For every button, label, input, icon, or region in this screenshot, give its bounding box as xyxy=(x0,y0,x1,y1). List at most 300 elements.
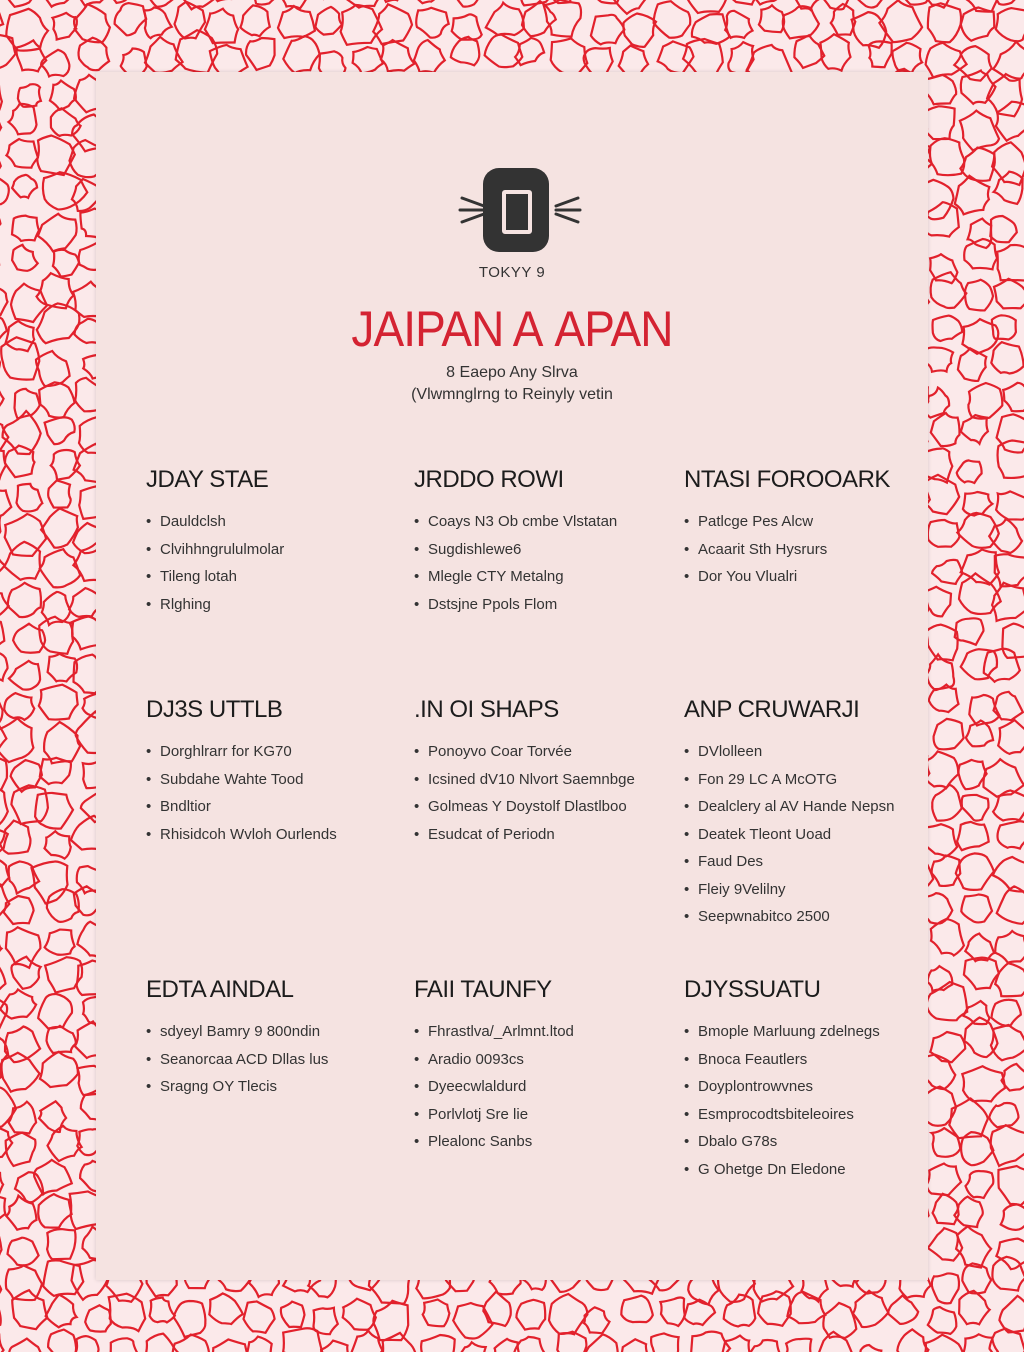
cell-shape xyxy=(459,1342,486,1352)
cell-shape xyxy=(8,583,41,617)
cell-shape xyxy=(353,47,383,74)
cell-shape xyxy=(983,759,1023,797)
cell-shape xyxy=(281,1302,305,1328)
cell-shape xyxy=(925,347,953,371)
list-item: • G Ohetge Dn Eledone xyxy=(684,1156,934,1184)
cell-shape xyxy=(931,272,967,308)
list-item: • Clvihhngrululmolar xyxy=(146,536,396,564)
cell-shape xyxy=(0,0,39,7)
cell-shape xyxy=(41,50,69,77)
list-item: • Bndltior xyxy=(146,793,396,821)
cell-shape xyxy=(53,250,79,277)
cell-shape xyxy=(851,0,889,8)
subtitle-line-1: 8 Eaepo Any Slrva xyxy=(446,364,578,381)
cell-shape xyxy=(684,1300,715,1325)
cell-shape xyxy=(759,5,784,32)
cell-shape xyxy=(993,857,1024,892)
cell-shape xyxy=(39,382,74,417)
list-item: • Fhrastlva/_Arlmnt.ltod xyxy=(414,1018,664,1046)
list-item: • Seanorcaa ACD Dllas lus xyxy=(146,1046,396,1074)
section-2 xyxy=(684,466,934,591)
section-heading: DJYSSUATU xyxy=(684,976,821,1003)
cell-shape xyxy=(2,1053,40,1092)
list-item: • Icsined dV10 Nlvort Saemnbge xyxy=(414,766,664,794)
cell-shape xyxy=(411,0,441,3)
cell-shape xyxy=(823,1303,856,1338)
cell-shape xyxy=(0,788,8,825)
cell-shape xyxy=(961,71,996,104)
cell-shape xyxy=(933,316,963,341)
cell-shape xyxy=(53,13,77,40)
cell-shape xyxy=(85,1305,111,1331)
cell-shape xyxy=(786,1339,811,1352)
cell-shape xyxy=(728,42,753,73)
cell-shape xyxy=(658,41,694,73)
cell-shape xyxy=(9,1339,44,1352)
cell-shape xyxy=(1001,1204,1024,1229)
cell-shape xyxy=(0,0,3,3)
subtitle-line-2: (Vlwmnglrng to Reinyly vetin xyxy=(411,386,613,403)
cell-shape xyxy=(0,546,5,581)
cell-shape xyxy=(962,1066,1005,1101)
cell-shape xyxy=(4,693,34,720)
section-heading: .IN OI SHAPS xyxy=(414,696,559,723)
cell-shape xyxy=(959,1291,990,1325)
list-item: • Golmeas Y Doystolf Dlastlboo xyxy=(414,793,664,821)
list-item: • Fleiy 9Velilny xyxy=(684,876,934,904)
page-title: JAIPAN A APAN xyxy=(351,301,673,357)
cell-shape xyxy=(955,618,984,644)
cell-shape xyxy=(995,963,1024,996)
cell-shape xyxy=(283,1328,323,1352)
cell-shape xyxy=(860,1345,884,1352)
cell-shape xyxy=(485,35,523,67)
section-5 xyxy=(684,696,934,931)
cell-shape xyxy=(721,1336,750,1352)
cell-shape xyxy=(933,1194,959,1224)
cell-shape xyxy=(998,1166,1024,1205)
cell-shape xyxy=(0,382,4,412)
cell-shape xyxy=(992,1000,1021,1026)
cell-shape xyxy=(240,5,269,36)
cell-shape xyxy=(43,172,87,209)
section-heading: DJ3S UTTLB xyxy=(146,696,283,723)
cell-shape xyxy=(35,793,73,829)
cell-shape xyxy=(0,1165,3,1199)
cell-shape xyxy=(583,1334,618,1352)
cell-shape xyxy=(958,348,986,381)
cell-shape xyxy=(0,936,2,962)
list-item: • Acaarit Sth Hysrurs xyxy=(684,536,934,564)
cell-shape xyxy=(246,38,275,70)
cell-shape xyxy=(0,716,6,759)
cell-shape xyxy=(150,1298,175,1323)
list-item: • Dstsjne Ppols Flom xyxy=(414,591,664,619)
cell-shape xyxy=(924,75,956,104)
cell-shape xyxy=(253,0,281,5)
cell-shape xyxy=(964,239,997,269)
section-heading: EDTA AINDAL xyxy=(146,976,294,1003)
cell-shape xyxy=(0,416,8,453)
section-8 xyxy=(684,976,934,1183)
section-list xyxy=(146,738,396,848)
cell-shape xyxy=(0,690,3,725)
cell-shape xyxy=(930,1032,965,1062)
cell-shape xyxy=(0,287,8,315)
list-item: • Sugdishlewe6 xyxy=(414,536,664,564)
cell-shape xyxy=(421,1335,455,1352)
cell-shape xyxy=(244,1301,275,1332)
cell-shape xyxy=(621,1296,653,1323)
cell-shape xyxy=(5,514,46,556)
cell-shape xyxy=(0,612,4,653)
cell-shape xyxy=(76,1336,99,1352)
cell-shape xyxy=(989,1103,1018,1127)
cell-shape xyxy=(751,0,781,5)
cell-shape xyxy=(957,822,989,850)
cell-shape xyxy=(174,1301,205,1337)
section-list xyxy=(146,508,396,618)
cell-shape xyxy=(40,1052,78,1087)
cell-shape xyxy=(991,1125,1024,1166)
cell-shape xyxy=(934,719,964,749)
list-item: • Coays N3 Ob cmbe Vlstatan xyxy=(414,508,664,536)
section-1 xyxy=(414,466,664,618)
list-item: • Fon 29 LC A McOTG xyxy=(684,766,934,794)
cell-shape xyxy=(960,111,999,151)
cell-shape xyxy=(48,1330,76,1352)
cell-shape xyxy=(991,342,1023,373)
cell-shape xyxy=(584,1307,610,1333)
cell-shape xyxy=(51,108,81,136)
cell-shape xyxy=(995,931,1024,963)
logo-glyph xyxy=(502,190,532,234)
cell-shape xyxy=(45,417,75,444)
cell-shape xyxy=(1002,1064,1024,1091)
cell-shape xyxy=(654,1,691,38)
cell-shape xyxy=(283,36,319,73)
cell-shape xyxy=(0,489,11,517)
cell-shape xyxy=(997,821,1024,848)
list-item: • sdyeyl Bamry 9 800ndin xyxy=(146,1018,396,1046)
cell-shape xyxy=(11,785,48,824)
cell-shape xyxy=(37,273,74,308)
cell-shape xyxy=(0,821,30,854)
cell-shape xyxy=(931,413,960,446)
cell-shape xyxy=(928,1307,957,1334)
cell-shape xyxy=(897,1329,928,1352)
section-list xyxy=(414,738,664,848)
cell-shape xyxy=(146,0,179,7)
cell-shape xyxy=(46,1295,77,1328)
cell-shape xyxy=(321,1341,349,1352)
cell-shape xyxy=(853,1291,888,1327)
cell-shape xyxy=(12,216,39,241)
cell-shape xyxy=(0,449,6,483)
cell-shape xyxy=(9,1102,36,1134)
list-item: • Dor You Vlualri xyxy=(684,563,934,591)
cell-shape xyxy=(549,1294,587,1334)
list-item: • Rhisidcoh Wvloh Ourlends xyxy=(146,821,396,849)
cell-shape xyxy=(48,480,71,507)
cell-shape xyxy=(39,685,78,720)
cell-shape xyxy=(7,139,38,168)
cell-shape xyxy=(109,1294,146,1331)
list-item: • Bmople Marluung zdelnegs xyxy=(684,1018,934,1046)
list-item: • DVlolleen xyxy=(684,738,934,766)
cell-shape xyxy=(44,722,80,763)
cell-shape xyxy=(994,172,1023,204)
cell-shape xyxy=(454,0,479,7)
cell-shape xyxy=(990,216,1017,242)
list-item: • Deatek Tleont Uoad xyxy=(684,821,934,849)
cell-shape xyxy=(451,37,480,66)
cell-shape xyxy=(0,757,7,790)
cell-shape xyxy=(45,831,71,858)
cell-shape xyxy=(38,994,72,1029)
cell-shape xyxy=(12,175,37,198)
cell-shape xyxy=(38,214,77,252)
cell-shape xyxy=(969,695,999,726)
section-heading: JRDDO ROWI xyxy=(414,466,564,493)
section-list xyxy=(146,1018,396,1101)
list-item: • Tileng lotah xyxy=(146,563,396,591)
cell-shape xyxy=(0,35,15,71)
cell-shape xyxy=(992,142,1024,185)
list-item: • Patlcge Pes Alcw xyxy=(684,508,934,536)
cell-shape xyxy=(932,785,961,821)
cell-shape xyxy=(0,1275,1,1303)
cell-shape xyxy=(687,0,727,13)
cell-shape xyxy=(34,1160,72,1195)
cell-shape xyxy=(957,460,982,483)
cell-shape xyxy=(414,40,445,73)
cell-shape xyxy=(651,1333,679,1352)
brand-name: TOKYY 9 xyxy=(478,264,546,281)
list-item: • Dauldclsh xyxy=(146,508,396,536)
cell-shape xyxy=(820,34,850,70)
list-item: • Mlegle CTY Metalng xyxy=(414,563,664,591)
logo-icon xyxy=(483,168,549,252)
cell-shape xyxy=(794,35,824,68)
cell-shape xyxy=(516,1300,545,1330)
cell-shape xyxy=(0,652,8,681)
cell-shape xyxy=(8,1238,39,1266)
cell-shape xyxy=(17,484,43,512)
cell-shape xyxy=(144,8,172,39)
cell-shape xyxy=(997,245,1024,281)
section-list xyxy=(684,508,934,591)
cell-shape xyxy=(383,1333,416,1352)
list-item: • Subdahe Wahte Tood xyxy=(146,766,396,794)
cell-shape xyxy=(47,1229,75,1259)
section-heading: ANP CRUWARJI xyxy=(684,696,860,723)
cell-shape xyxy=(968,383,1002,419)
cell-shape xyxy=(999,1296,1024,1333)
cell-shape xyxy=(991,1025,1024,1060)
cell-shape xyxy=(0,109,1,142)
cell-shape xyxy=(747,1340,781,1352)
cell-shape xyxy=(15,389,40,419)
cell-shape xyxy=(0,178,9,206)
cell-shape xyxy=(380,0,405,2)
cell-shape xyxy=(987,0,1024,5)
list-item: • Esmprocodtsbiteleoires xyxy=(684,1101,934,1129)
cell-shape xyxy=(452,14,482,39)
cell-shape xyxy=(111,1338,139,1352)
cell-shape xyxy=(932,1128,961,1157)
cell-shape xyxy=(37,136,75,176)
cell-shape xyxy=(591,15,625,45)
cell-shape xyxy=(121,49,147,75)
cell-shape xyxy=(984,649,1020,682)
list-item: • Dorghlrarr for KG70 xyxy=(146,738,396,766)
cell-shape xyxy=(966,1171,994,1198)
cell-shape xyxy=(0,1087,16,1127)
cell-shape xyxy=(423,1300,450,1327)
cell-shape xyxy=(956,853,994,890)
cell-shape xyxy=(1,337,39,379)
cell-shape xyxy=(11,957,40,989)
cell-shape xyxy=(209,1293,243,1324)
cell-shape xyxy=(0,148,1,183)
list-item: • Sragng OY Tlecis xyxy=(146,1073,396,1101)
cell-shape xyxy=(611,0,650,14)
cell-shape xyxy=(6,927,41,968)
cell-shape xyxy=(994,279,1024,309)
cell-shape xyxy=(926,43,967,78)
cell-shape xyxy=(961,895,992,923)
cell-shape xyxy=(6,321,35,351)
cell-shape xyxy=(6,1196,36,1230)
poster-card xyxy=(96,72,928,1280)
section-3 xyxy=(146,696,396,848)
cell-shape xyxy=(758,1291,791,1325)
cell-shape xyxy=(75,4,110,42)
cell-shape xyxy=(996,491,1024,519)
cell-shape xyxy=(998,720,1024,754)
cell-shape xyxy=(932,560,963,584)
list-item: • Porlvlotj Sre lie xyxy=(414,1101,664,1129)
cell-shape xyxy=(0,205,1,237)
cell-shape xyxy=(9,104,37,135)
list-item: • Ponoyvo Coar Torvée xyxy=(414,738,664,766)
cell-shape xyxy=(965,280,993,311)
cell-shape xyxy=(36,351,70,386)
list-item: • Faud Des xyxy=(684,848,934,876)
cell-shape xyxy=(0,1307,1,1335)
cell-shape xyxy=(0,1224,2,1261)
cell-shape xyxy=(619,46,648,76)
section-0 xyxy=(146,466,396,618)
cell-shape xyxy=(107,0,136,3)
section-heading: FAII TAUNFY xyxy=(414,976,552,1003)
cell-shape xyxy=(960,148,994,181)
cell-shape xyxy=(998,441,1024,478)
list-item: • Seepwnabitco 2500 xyxy=(684,903,934,931)
signal-rays-right-icon xyxy=(552,190,582,230)
cell-shape xyxy=(416,8,448,38)
cell-shape xyxy=(40,549,80,587)
cell-shape xyxy=(964,0,1000,12)
cell-shape xyxy=(483,1292,510,1326)
cell-shape xyxy=(343,1299,376,1330)
cell-shape xyxy=(173,1335,210,1352)
list-item: • Bnoca Feautlers xyxy=(684,1046,934,1074)
list-item: • Plealonc Sanbs xyxy=(414,1128,664,1156)
cell-shape xyxy=(992,583,1024,621)
cell-shape xyxy=(962,795,989,821)
list-item: • Dyeecwlaldurd xyxy=(414,1073,664,1101)
section-list xyxy=(414,1018,664,1156)
list-item: • Dbalo G78s xyxy=(684,1128,934,1156)
cell-shape xyxy=(9,661,40,690)
cell-shape xyxy=(931,919,964,955)
list-item: • Esudcat of Periodn xyxy=(414,821,664,849)
cell-shape xyxy=(211,1339,250,1352)
cell-shape xyxy=(278,6,315,38)
cell-shape xyxy=(373,1301,408,1340)
cell-shape xyxy=(45,930,75,955)
section-list xyxy=(684,1018,934,1183)
section-4 xyxy=(414,696,664,848)
list-item: • Doyplontrowvnes xyxy=(684,1073,934,1101)
cell-shape xyxy=(557,1332,586,1352)
cell-shape xyxy=(725,11,752,38)
list-item: • Aradio 0093cs xyxy=(414,1046,664,1074)
cell-shape xyxy=(12,245,38,271)
section-list xyxy=(684,738,934,931)
cell-shape xyxy=(618,1339,649,1352)
cell-shape xyxy=(12,1290,47,1329)
cell-shape xyxy=(723,0,762,5)
cell-shape xyxy=(0,957,6,997)
cell-shape xyxy=(928,3,961,42)
cell-shape xyxy=(932,1273,959,1303)
section-heading: JDAY STAE xyxy=(146,466,269,493)
section-6 xyxy=(146,976,396,1101)
cell-shape xyxy=(964,958,999,990)
cell-shape xyxy=(783,6,819,38)
cell-shape xyxy=(43,0,72,7)
cell-shape xyxy=(0,1327,4,1352)
cell-shape xyxy=(551,38,588,76)
cell-shape xyxy=(486,3,524,35)
cell-shape xyxy=(6,1133,36,1166)
cell-shape xyxy=(315,7,342,35)
cell-shape xyxy=(381,40,415,71)
list-item: • Dealclery al AV Hande Nepsn xyxy=(684,793,934,821)
list-item: • Rlghing xyxy=(146,591,396,619)
section-heading: NTASI FOROOARK xyxy=(684,466,890,493)
cell-shape xyxy=(247,1337,272,1352)
cell-shape xyxy=(73,0,114,6)
cell-shape xyxy=(453,1303,492,1338)
cell-shape xyxy=(996,8,1024,41)
section-7 xyxy=(414,976,664,1156)
cell-shape xyxy=(819,1332,853,1352)
cell-shape xyxy=(623,14,656,47)
cell-shape xyxy=(6,1266,42,1301)
cell-shape xyxy=(47,1026,76,1053)
cell-shape xyxy=(50,81,76,110)
cell-shape xyxy=(0,81,2,114)
cell-shape xyxy=(1003,383,1024,411)
cell-shape xyxy=(544,0,581,37)
cell-shape xyxy=(115,3,147,35)
cell-shape xyxy=(38,1194,71,1228)
cell-shape xyxy=(997,414,1024,452)
